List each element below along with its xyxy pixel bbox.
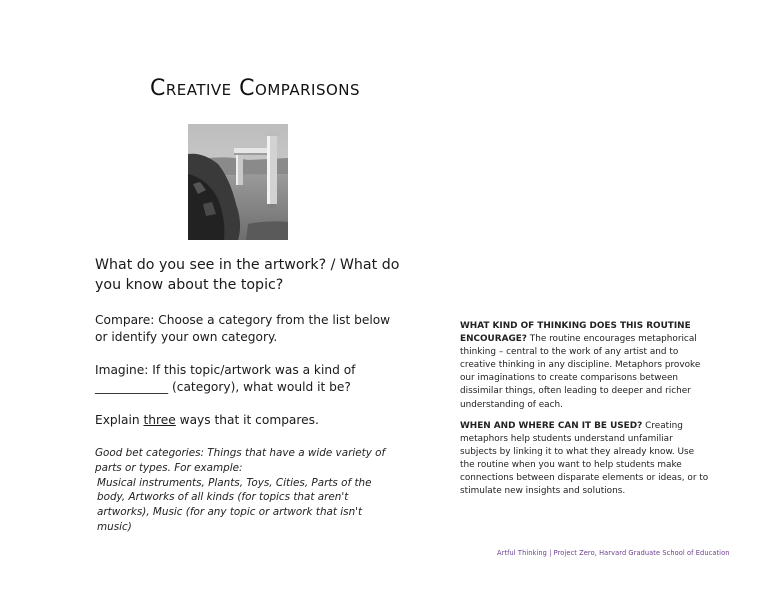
category-suggestions — [95, 446, 395, 535]
routine-info — [460, 320, 710, 506]
usage-heading: WHEN AND WHERE CAN IT BE USED? — [460, 420, 643, 431]
footer-credit: Artful Thinking | Project Zero, Harvard Graduate School of Education — [497, 549, 730, 557]
explain-suffix: ways that it compares. — [175, 413, 319, 427]
category-intro: Good bet categories: Things that have a wide variety of parts or types. For example: — [95, 447, 386, 474]
prompt-explain — [95, 412, 395, 429]
page-title: Creative Comparisons — [149, 76, 361, 101]
explain-emphasis: three — [143, 413, 176, 427]
prompt-see: What do you see in the artwork? / What do you know about the topic? — [95, 257, 400, 293]
usage-section — [460, 420, 710, 499]
explain-prefix: Explain — [95, 413, 144, 427]
prompt-imagine: Imagine: If this topic/artwork was a kind of ____________ (category), what would it be? — [95, 363, 356, 394]
artwork-photo — [188, 124, 288, 240]
thinking-body: The routine encourages metaphorical thinking – central to the work of any artist and to creative thinking in any discipline. Metaphors provoke our imaginations to create comparisons between dissimilar things, often leading to deeper and richer understanding of each. — [460, 334, 701, 410]
usage-body: Creating metaphors help students understand unfamiliar subjects by linking it to what they already know. Use the routine when you want to help students make connections between disparate elements or ideas, or to stimulate new insights and solutions. — [460, 420, 709, 497]
thinking-heading: WHAT KIND OF THINKING DOES THIS ROUTINE ENCOURAGE? — [460, 321, 691, 345]
thinking-section — [460, 320, 710, 412]
category-list: Musical instruments, Plants, Toys, Cities, Parts of the body, Artworks of all kinds (for topics that aren't artworks), Music (for any topic or artwork that isn't music) — [97, 476, 372, 533]
prompt-compare: Compare: Choose a category from the list below or identify your own category. — [95, 313, 391, 344]
